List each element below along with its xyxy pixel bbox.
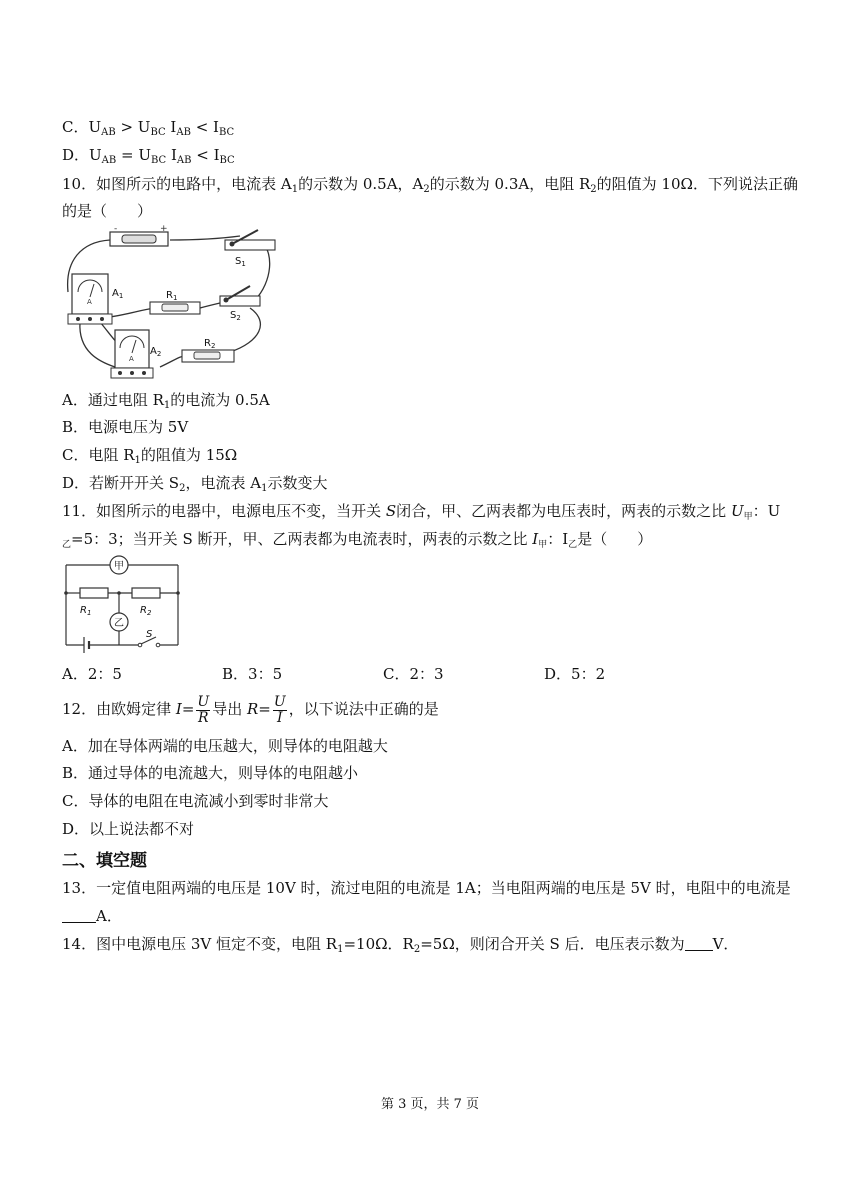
battery-plus-label: +: [160, 224, 168, 234]
r2-label: $R_2$: [204, 338, 216, 350]
q9-option-d: D．$U_{AB} = U_{BC}$ $I_{AB} < I_{BC}$: [62, 146, 235, 166]
q9-option-c: C．$U_{AB} > U_{BC}$ $I_{AB} < I_{BC}$: [62, 118, 235, 138]
s2-label: $S_2$: [230, 310, 241, 322]
a1-label: $A_1$: [112, 288, 124, 300]
meter-yi-label: 乙: [114, 618, 124, 629]
q11-circuit-figure: [60, 553, 184, 653]
a1-dial-label: A: [87, 298, 92, 306]
q13-answer-blank[interactable]: [62, 908, 96, 923]
battery-minus-label: -: [114, 224, 118, 234]
q10-stem-line2: 的是（ ）: [62, 202, 153, 220]
s1-label: $S_1$: [235, 256, 246, 268]
q12-stem: 12．由欧姆定律 I= $\frac{U}{R}$ 导出 R= $\frac{U}{I}$ ，以下说法中正确的是: [62, 693, 439, 726]
a2-label: $A_2$: [150, 346, 162, 358]
q11-stem-line1: 11．如图所示的电器中，电源电压不变，当开关 S闭合，甲、乙两表都为电压表时，两表的示数之比 $U_甲$：U: [62, 502, 781, 522]
q11-stem-line2: $_乙$=5：3；当开关 S 断开，甲、乙两表都为电流表时，两表的示数之比 $I_甲$：$I_乙$是（ ）: [62, 530, 653, 550]
r1-label: $R_1$: [166, 290, 178, 302]
a2-dial-label: A: [129, 355, 134, 363]
r1-label: $R_1$: [80, 605, 92, 617]
q12-option-c: C．导体的电阻在电流减小到零时非常大: [62, 792, 329, 810]
q10-option-a: A．通过电阻 $R_1$的电流为 0.5A: [62, 391, 270, 411]
q10-option-b: B．电源电压为 5V: [62, 418, 189, 436]
section-heading-fill-in: 二、填空题: [62, 851, 147, 871]
q10-stem-line1: 10．如图所示的电路中，电流表 $A_1$的示数为 0.5A，$A_2$的示数为 0.3A，电阻 $R_2$的阻值为 10Ω．下列说法正确: [62, 175, 798, 195]
q14-stem: 14．图中电源电压 3V 恒定不变，电阻 $R_1=10\Omega$．$R_2=5\Omega$，则闭合开关 S 后．电压表示数为 V．: [62, 935, 739, 955]
r2-label: $R_2$: [140, 605, 152, 617]
q11-option-b: B．3：5: [222, 665, 283, 683]
q10-option-c: C．电阻 $R_1$的阻值为 15Ω: [62, 446, 238, 466]
q12-option-b: B．通过导体的电流越大，则导体的电阻越小: [62, 764, 359, 782]
page-footer: 第 3 页，共 7 页: [380, 1097, 480, 1112]
q10-circuit-figure: [60, 222, 284, 386]
q11-option-c: C．2：3: [383, 665, 444, 683]
meter-jia-label: 甲: [114, 561, 124, 572]
q10-option-d: D．若断开开关 $S_2$，电流表 $A_1$示数变大: [62, 474, 328, 494]
q13-stem-line1: 13．一定值电阻两端的电压是 10V 时，流过电阻的电流是 1A；当电阻两端的电压是 5V 时，电阻中的电流是: [62, 879, 791, 897]
q14-answer-blank[interactable]: [685, 936, 713, 951]
q13-stem-line2: A．: [62, 906, 122, 926]
q12-option-a: A．加在导体两端的电压越大，则导体的电阻越大: [62, 737, 388, 755]
q11-option-d: D．5：2: [544, 665, 606, 683]
switch-s-label: S: [146, 629, 153, 640]
q12-fraction-2: $\frac{U}{I}$: [273, 693, 286, 726]
q11-option-a: A．2：5: [62, 665, 122, 683]
q12-fraction-1: $\frac{U}{R}$: [197, 693, 210, 726]
q12-option-d: D．以上说法都不对: [62, 820, 195, 838]
